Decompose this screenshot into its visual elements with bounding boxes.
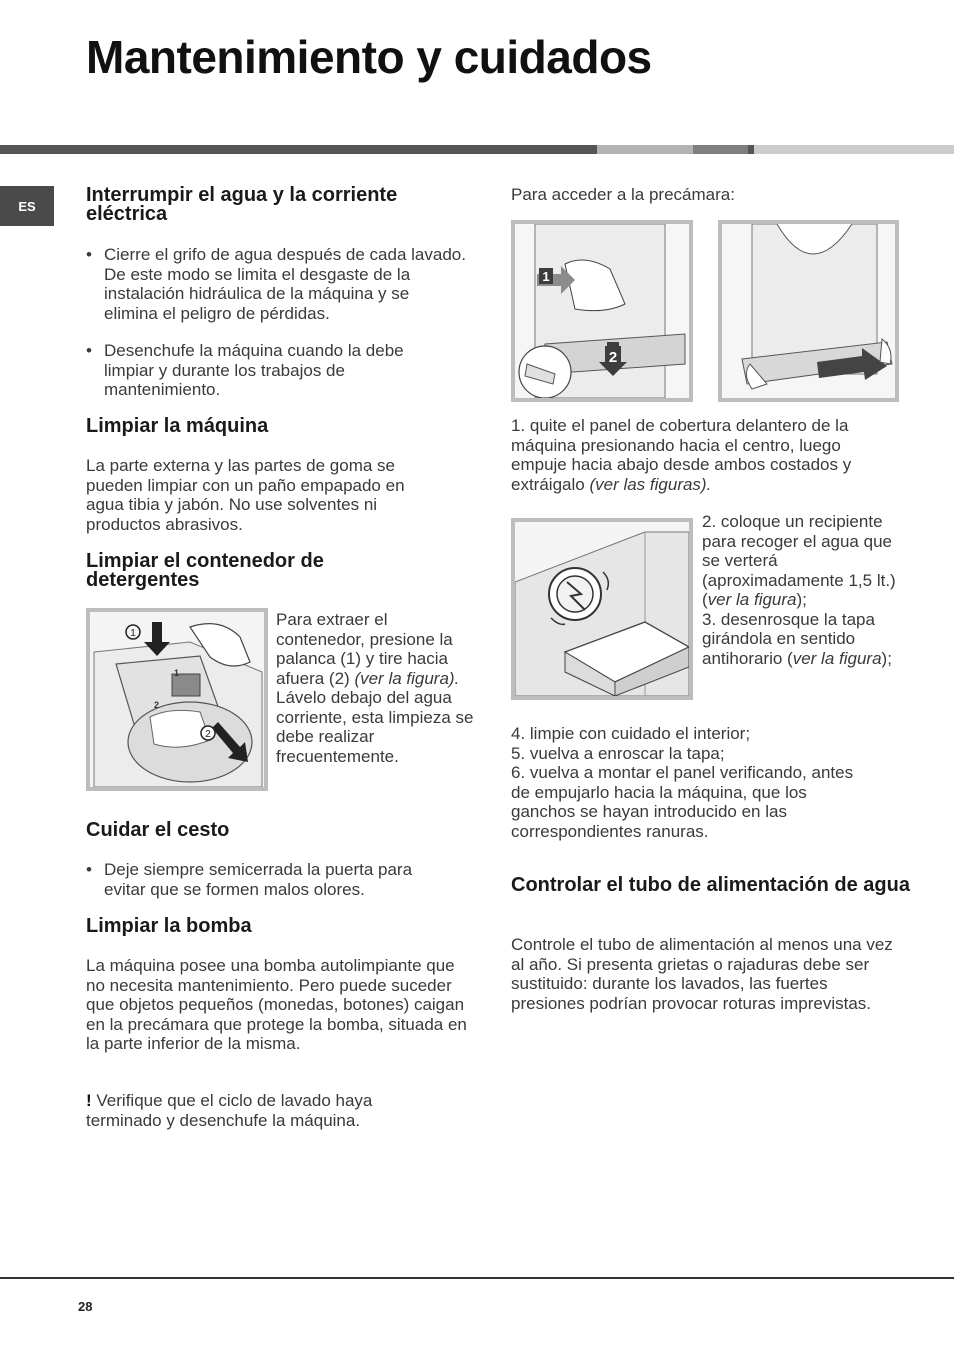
heading-tubo: Controlar el tubo de alimentación de agua (511, 874, 910, 896)
compartment-label: 1 (174, 668, 180, 678)
paragraph-contenedor (276, 610, 476, 766)
paragraph-bomba: La máquina posee una bomba autolimpiante que no necesita mantenimiento. Pero puede suceder que objetos pequeños (monedas, botones) caigan en la precámara que protege la bomba, situada en la parte inferior de la misma. (86, 956, 467, 1053)
paragraph-steps-4-6: 4. limpie con cuidado el interior; 5. vuelva a enroscar la tapa; 6. vuelva a montar el panel verificando, antes de empujarlo hacia la máquina, que los ganchos se hayan introducido en las correspondientes ranuras. (511, 724, 854, 841)
heading-contenedor: Limpiar el contenedor de detergentes (86, 550, 324, 591)
header-bar-mid (597, 145, 693, 154)
panel-removal-figure (511, 220, 693, 402)
bullet-dot: • (86, 341, 92, 360)
callout-number: 1 (130, 628, 136, 639)
header-bar-dark2 (693, 145, 748, 154)
drain-cap-illustration (515, 522, 689, 696)
bullet-text: Cierre el grifo de agua después de cada lavado. De este modo se limita el desgaste de la instalación hidráulica de la máquina y se elimina el peligro de pérdidas. (104, 245, 466, 323)
step3-ref: ver la figura (792, 648, 882, 668)
step2-ref: ver la figura (707, 590, 797, 609)
paragraph-tubo: Controle el tubo de alimentación al menos una vez al año. Si presenta grietas o rajaduras debe ser sustituido: durante los lavados, las fuertes presiones podrían provocar roturas imprevistas. (511, 935, 893, 1013)
contenedor-text-after: Lávelo debajo del agua corriente, esta limpieza se debe realizar frecuentemente. (276, 688, 474, 766)
compartment-label: 2 (154, 700, 160, 710)
warning-mark: ! (86, 1091, 92, 1110)
step3-close: ); (881, 648, 892, 668)
footer-rule (0, 1277, 954, 1279)
header-bar-dark (0, 145, 597, 154)
language-tab: ES (0, 186, 54, 226)
bullet-dot: • (86, 245, 92, 264)
header-bar-light (754, 145, 954, 154)
panel-removal-illustration (515, 224, 689, 398)
bullet-item (86, 860, 456, 899)
drain-cap-figure (511, 518, 693, 700)
page-title: Mantenimiento y cuidados (86, 31, 652, 83)
page-number: 28 (78, 1299, 93, 1314)
step-number: 2 (608, 349, 618, 366)
bullet-item (86, 245, 466, 323)
step2-close: ); (796, 590, 807, 609)
step-number: 1 (542, 269, 550, 284)
paragraph-step2-3 (702, 512, 902, 668)
contenedor-ref: (ver la figura). (354, 668, 460, 688)
paragraph-intro-precamara: Para acceder a la precámara: (511, 185, 735, 204)
bullet-dot: • (86, 860, 92, 879)
step3-text: 3. desenrosque la tapa girándola en sentido antihorario ( (702, 609, 875, 668)
heading-cesto: Cuidar el cesto (86, 819, 230, 841)
paragraph-step1 (511, 416, 901, 494)
detergent-drawer-illustration (90, 612, 264, 787)
contenedor-text: Para extraer el contenedor, presione la palanca (1) y tire hacia afuera (2) (276, 610, 453, 688)
panel-pull-figure (718, 220, 899, 402)
bullet-text: Desenchufe la máquina cuando la debe limpiar y durante los trabajos de mantenimiento. (104, 341, 404, 399)
step1-text: 1. quite el panel de cobertura delantero de la máquina presionando hacia el centro, luego empuje hacia abajo desde ambos costados y extráigalo (511, 416, 852, 494)
heading-limpiar-maquina: Limpiar la máquina (86, 415, 269, 437)
warning-text: Verifique que el ciclo de lavado haya terminado y desenchufe la máquina. (86, 1091, 373, 1130)
step2-text: 2. coloque un recipiente para recoger el agua que se verterá (aproximadamente 1,5 lt.) ( (702, 512, 896, 609)
bullet-item (86, 341, 416, 400)
callout-number: 2 (205, 729, 211, 740)
detergent-drawer-figure (86, 608, 268, 791)
warning-note (86, 1091, 426, 1130)
heading-interrumpir: Interrumpir el agua y la corriente eléctrica (86, 184, 398, 225)
paragraph-limpiar-maquina: La parte externa y las partes de goma se pueden limpiar con un paño empapado en agua tibia y jabón. No use solventes ni productos abrasivos. (86, 456, 405, 534)
panel-pull-illustration (722, 224, 895, 398)
step1-ref: (ver las figuras). (589, 474, 712, 494)
heading-bomba: Limpiar la bomba (86, 915, 252, 937)
bullet-text: Deje siempre semicerrada la puerta para evitar que se formen malos olores. (104, 860, 413, 899)
